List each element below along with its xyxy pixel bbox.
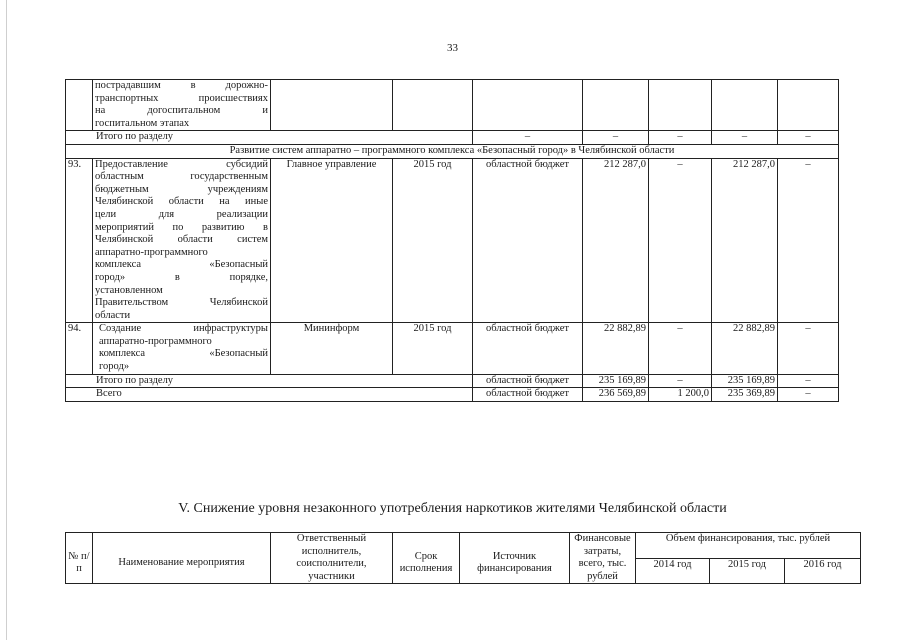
dash-cell: – bbox=[583, 131, 649, 145]
header-name: Наименование мероприятия bbox=[93, 533, 271, 584]
grand-total-label: Всего bbox=[66, 388, 473, 402]
text-line: город» bbox=[99, 361, 130, 373]
dash-cell: – bbox=[649, 131, 712, 145]
budget-table bbox=[65, 79, 839, 402]
text-line: Правительством Челябинской bbox=[95, 297, 268, 309]
grand-total-total: 236 569,89 bbox=[583, 388, 649, 402]
grand-total-2015: 235 369,89 bbox=[712, 388, 778, 402]
row-2015: 212 287,0 bbox=[712, 158, 778, 323]
row-2014: – bbox=[649, 158, 712, 323]
table-row bbox=[66, 323, 839, 374]
table-row-continued bbox=[66, 80, 839, 131]
text-line: транспортных происшествиях bbox=[95, 92, 268, 104]
header-volume: Объем финансирования, тыс. рублей bbox=[636, 533, 861, 559]
row-total: 212 287,0 bbox=[583, 158, 649, 323]
subtotal-label: Итого по разделу bbox=[66, 131, 473, 145]
table-row-subtotal bbox=[66, 131, 839, 145]
row-executor: Мининформ bbox=[271, 323, 393, 374]
grand-total-2014: 1 200,0 bbox=[649, 388, 712, 402]
header-2015: 2015 год bbox=[710, 558, 785, 584]
dash-cell: – bbox=[473, 131, 583, 145]
text-line: комплекса «Безопасный bbox=[95, 259, 268, 271]
text-line: аппаратно-программного bbox=[95, 246, 208, 258]
row-2015: 22 882,89 bbox=[712, 323, 778, 374]
text-line: областным государственным bbox=[95, 171, 268, 183]
text-line: аппаратно-программного bbox=[99, 335, 212, 347]
text-line: Предоставление субсидий bbox=[95, 158, 268, 170]
page-number: 33 bbox=[447, 42, 458, 54]
row-name bbox=[93, 158, 271, 323]
row-2014: – bbox=[649, 323, 712, 374]
row-term: 2015 год bbox=[393, 158, 473, 323]
section-total-2014: – bbox=[649, 374, 712, 388]
text-line: город» в порядке, bbox=[95, 271, 268, 283]
grand-total-source: областной бюджет bbox=[473, 388, 583, 402]
dash-cell: – bbox=[712, 131, 778, 145]
dash-cell: – bbox=[778, 131, 839, 145]
text-line: Создание инфраструктуры bbox=[99, 323, 268, 335]
grand-total-2016: – bbox=[778, 388, 839, 402]
row-number: 93. bbox=[66, 158, 93, 323]
header-term: Срок исполнения bbox=[393, 533, 460, 584]
row-total: 22 882,89 bbox=[583, 323, 649, 374]
table-row-section bbox=[66, 144, 839, 158]
row-source: областной бюджет bbox=[473, 158, 583, 323]
section-row-label: Развитие систем аппаратно – программного комплекса «Безопасный город» в Челябинской области bbox=[66, 144, 839, 158]
table-row bbox=[66, 158, 839, 323]
header-num: № п/п bbox=[66, 533, 93, 584]
header-table bbox=[65, 532, 861, 584]
section-total-label: Итого по разделу bbox=[66, 374, 473, 388]
header-source: Источник финансирования bbox=[460, 533, 570, 584]
header-costs: Финансовые затраты, всего, тыс. рублей bbox=[570, 533, 636, 584]
text-line: пострадавшим в дорожно- bbox=[95, 80, 268, 91]
row-executor: Главное управление bbox=[271, 158, 393, 323]
text-line: госпитальном этапах bbox=[95, 117, 190, 129]
table-row-section-total bbox=[66, 374, 839, 388]
text-line: установленном bbox=[95, 284, 163, 296]
section-total-2015: 235 169,89 bbox=[712, 374, 778, 388]
text-line: мероприятий по развитию в bbox=[95, 221, 268, 233]
row-2016: – bbox=[778, 158, 839, 323]
row-number: 94. bbox=[66, 323, 93, 374]
text-line: Челябинской области систем bbox=[95, 234, 268, 246]
section-heading: V. Снижение уровня незаконного употребления наркотиков жителями Челябинской области bbox=[178, 501, 727, 516]
text-line: на догоспитальном и bbox=[95, 105, 268, 117]
text-line: Челябинской области на иные bbox=[95, 196, 268, 208]
table-row-grand-total bbox=[66, 388, 839, 402]
text-line: области bbox=[95, 309, 131, 321]
text-line: цели для реализации bbox=[95, 208, 268, 220]
text-line: комплекса «Безопасный bbox=[99, 348, 268, 360]
text-line: бюджетным учреждениям bbox=[95, 183, 268, 195]
row-source: областной бюджет bbox=[473, 323, 583, 374]
row-name bbox=[93, 323, 271, 374]
section-total-total: 235 169,89 bbox=[583, 374, 649, 388]
row-term: 2015 год bbox=[393, 323, 473, 374]
continued-text-cell bbox=[93, 80, 271, 131]
header-executor: Ответственный исполнитель, соисполнители, участники bbox=[271, 533, 393, 584]
row-2016: – bbox=[778, 323, 839, 374]
header-2014: 2014 год bbox=[636, 558, 710, 584]
header-row bbox=[66, 533, 861, 559]
section-total-source: областной бюджет bbox=[473, 374, 583, 388]
scan-edge-line bbox=[6, 0, 7, 640]
header-2016: 2016 год bbox=[785, 558, 861, 584]
section-total-2016: – bbox=[778, 374, 839, 388]
